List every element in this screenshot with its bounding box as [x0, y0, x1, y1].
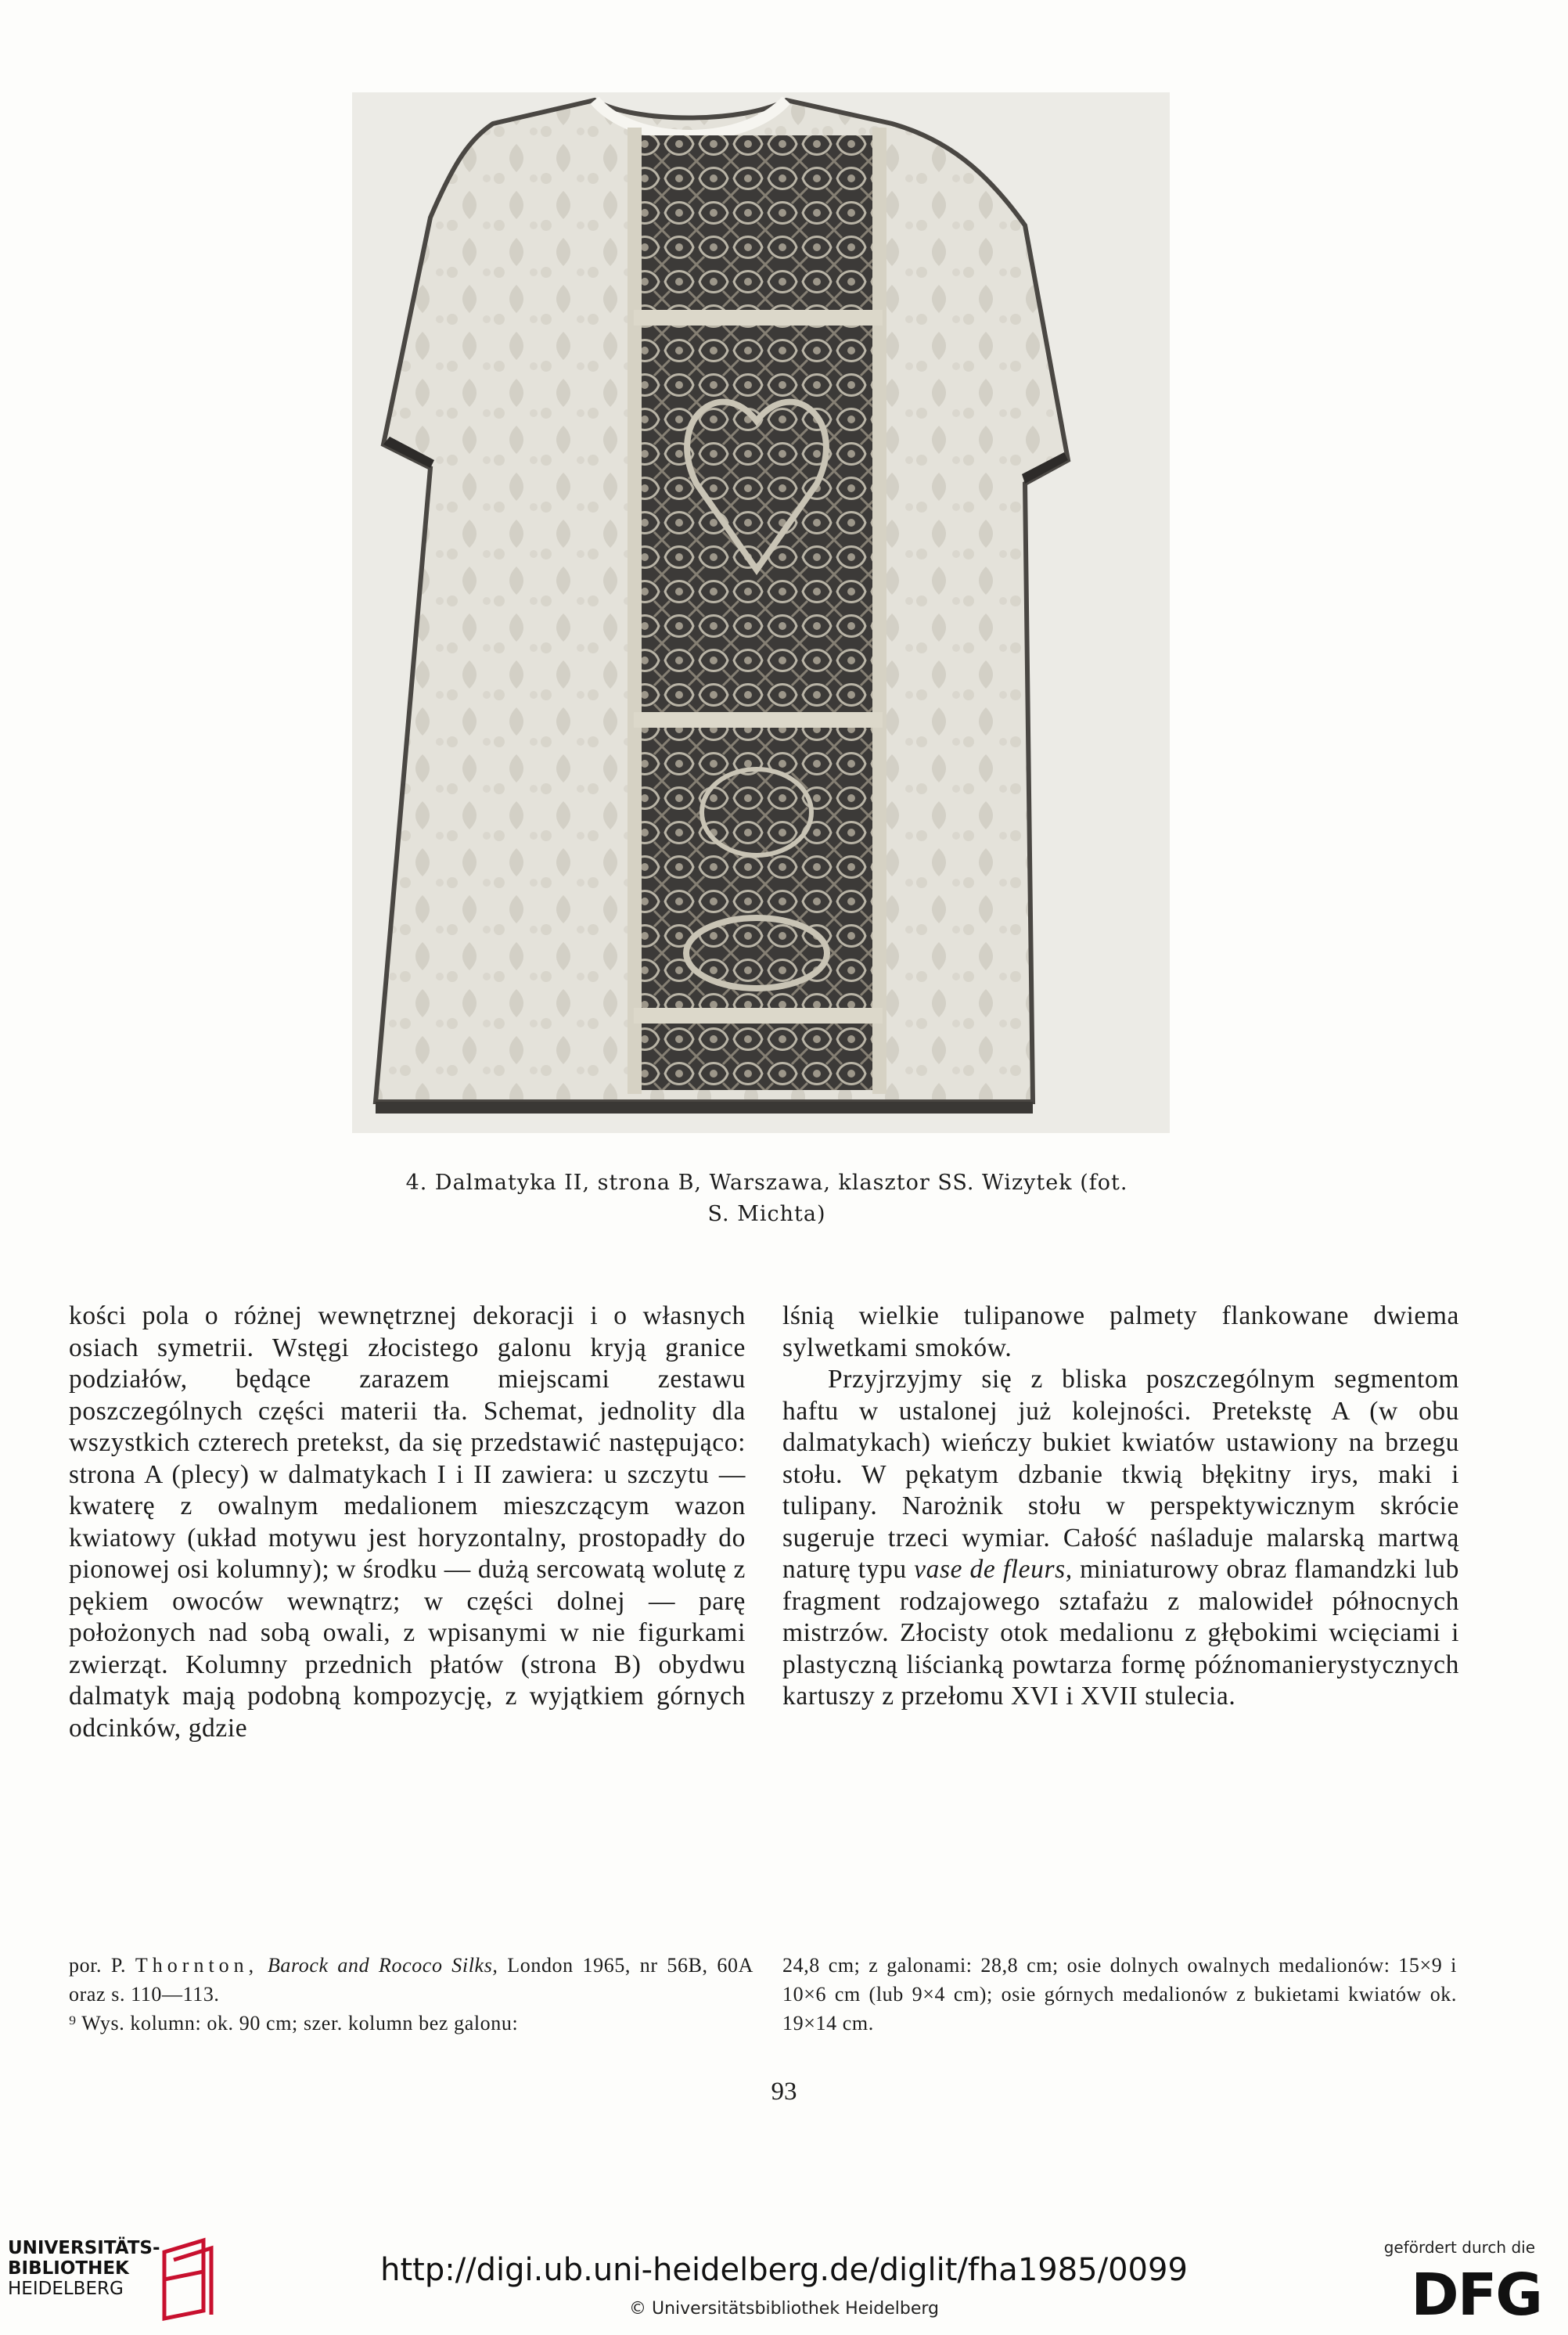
note-text: por. P. — [69, 1954, 135, 1977]
page-number: 93 — [771, 2078, 797, 2106]
note-text: London 1965, nr 56B, 60A oraz s. 110—113. — [69, 1954, 753, 2006]
logo-line: BIBLIOTHEK — [8, 2258, 129, 2279]
funding-label: gefördert durch die — [1383, 2238, 1535, 2257]
paragraph-text: Przyjrzyjmy się z bliska poszczególnym segmentom haftu w ustalonej już kolejności. Pretekstę A (w obu dalmatykach) wieńczy bukiet kwiatów ustawiony na brzegu stołu. W pękatym dzbanie tkwią błękitny irys, maki i tulipany. Narożnik stołu w perspektywicznym skrócie sugeruje trzeci wymiar. Całość naśladuje malarską martwą naturę typu — [782, 1365, 1459, 1584]
paragraph-text: miniaturowy obraz flamandzki lub fragment rodzajowego sztafażu z malowideł północnych mistrzów. Złocisty otok medalionu z głębokimi wcięciami i plastyczną liścianką powtarza formę późnomanierystycznych kartuszy z przełomu XVI i XVII stulecia. — [782, 1555, 1459, 1711]
footnotes-right — [782, 1951, 1457, 2038]
logo-line: HEIDELBERG — [8, 2279, 124, 2299]
caption-line-2: S. Michta) — [707, 1202, 826, 1226]
footnote-reference — [69, 1951, 753, 2009]
note-title: Barock and Rococo Silks, — [267, 1954, 498, 1977]
footnotes-left — [69, 1951, 753, 2038]
dalmatic-photo — [352, 92, 1170, 1133]
body-column-left — [69, 1301, 746, 1744]
body-column-right — [782, 1301, 1459, 1713]
caption-line-1: 4. Dalmatyka II, strona B, Warszawa, klasztor SS. Wizytek (fot. — [405, 1171, 1128, 1195]
paragraph: lśnią wielkie tulipanowe palmety flankowane dwiema sylwetkami smoków. — [782, 1301, 1459, 1362]
footer-bar — [0, 2222, 1568, 2335]
copyright-notice: © Universitätsbibliothek Heidelberg — [628, 2299, 939, 2319]
paragraph: kości pola o różnej wewnętrznej dekoracji i o własnych osiach symetrii. Wstęgi złocistego galonu kryją granice podziałów, będące zarazem miejscami zestawu poszczególnych części materii tła. Schemat, jednolity dla wszystkich czterech pretekst, da się przedstawić następująco: strona A (plecy) w dalmatykach I i II zawiera: u szczytu — kwaterę z owalnym medalionem mieszczącym wazon kwiatowy (układ motywu jest horyzontalny, prostopadły do pionowej osi kolumny); w środku — dużą sercowatą wolutę z pękiem owoców wewnątrz; w części dolnej — parę położonych nad sobą owali, z wpisanymi w nie figurkami zwierząt. Kolumny przednich płatów (strona B) obydwu dalmatyk mają podobną kompozycję, z wyjątkiem górnych odcinków, gdzie — [69, 1301, 746, 1743]
footnote-continuation: 24,8 cm; z galonami: 28,8 cm; osie dolnych owalnych medalionów: 15×9 i 10×6 cm (lub 9×4 cm); osie górnych medalionów z bukietami kwiatów ok. 19×14 cm. — [782, 1954, 1457, 2035]
dfg-logo: DFG — [1411, 2261, 1541, 2329]
paragraph — [782, 1364, 1459, 1713]
footnote-9: ⁹ Wys. kolumn: ok. 90 cm; szer. kolumn bez galonu: — [69, 2012, 519, 2035]
figure-caption — [344, 1168, 1189, 1230]
italic-term: vase de fleurs, — [914, 1555, 1073, 1584]
logo-line: UNIVERSITÄTS- — [8, 2238, 160, 2258]
source-url-link[interactable]: http://digi.ub.uni-heidelberg.de/diglit/fha1985/0099 — [380, 2252, 1188, 2288]
note-author: Thornton, — [135, 1954, 259, 1977]
